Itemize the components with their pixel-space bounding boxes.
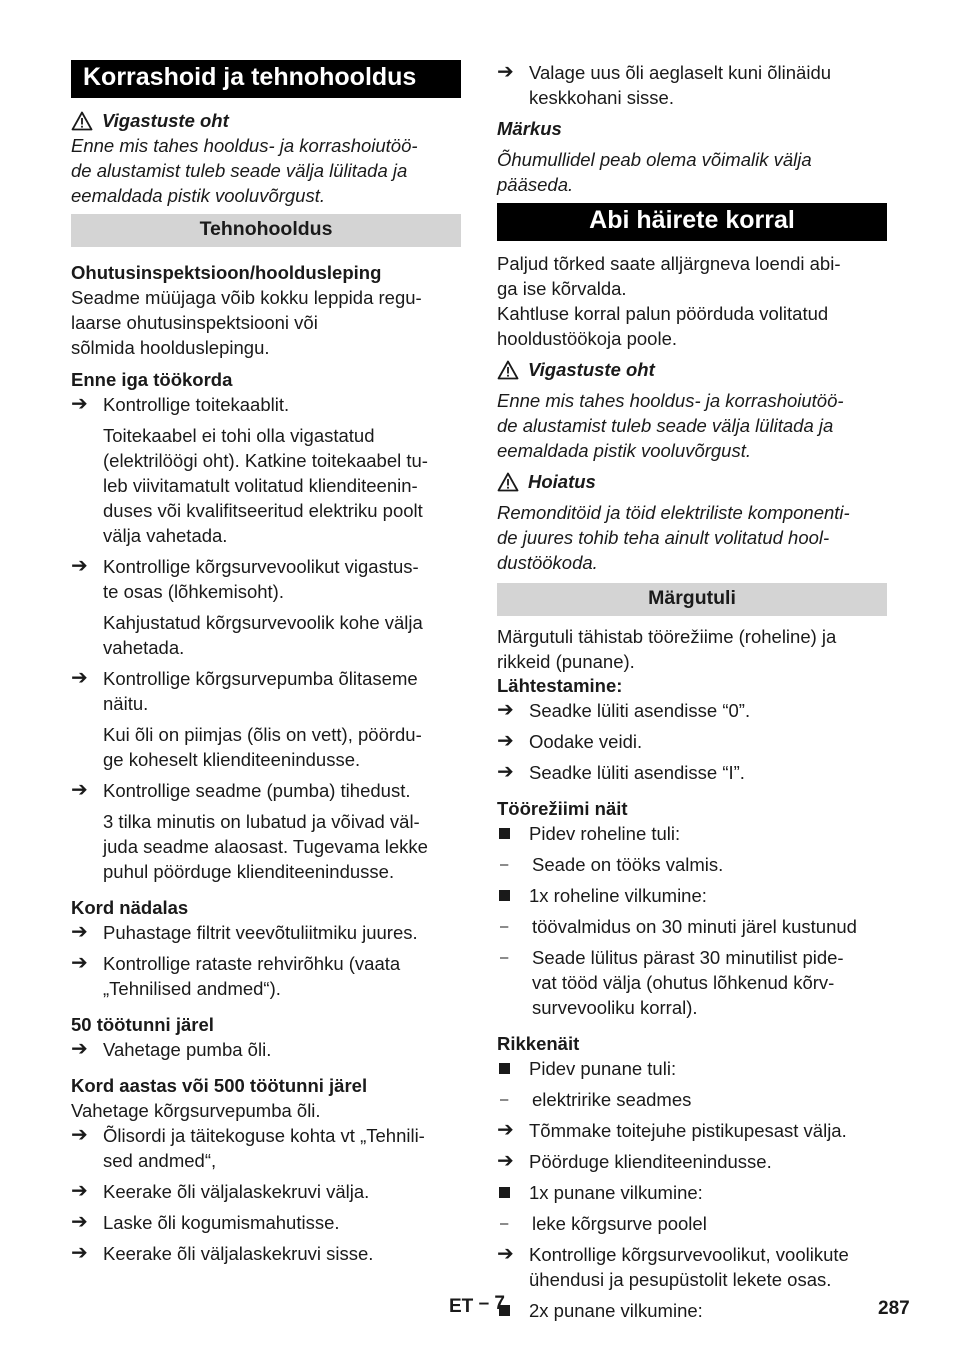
text-line: Kontrollige rataste rehvirõhku (vaata <box>103 953 401 974</box>
list-item-text: leke kõrgsurve poolel <box>532 1213 707 1234</box>
list-item-text: Vahetage pumba õli. <box>103 1039 272 1060</box>
text-line: eemaldada pistik vooluvõrgust. <box>71 185 326 206</box>
text-line: Seadme müüjaga võib kokku leppida regu- <box>71 287 422 308</box>
subsection-margutuli: Märgutuli <box>497 583 887 616</box>
list-item-text <box>103 554 419 604</box>
list-item <box>497 945 887 1020</box>
arrow-icon: ➔ <box>71 1038 88 1060</box>
arrow-icon: ➔ <box>71 779 88 801</box>
list-item-text: Puhastage filtrit veevõtuliitmiku juures. <box>103 922 418 943</box>
arrow-icon: ➔ <box>71 1180 88 1202</box>
text-line: Kui õli on piimjas (õlis on vett), pöördu- <box>103 724 422 745</box>
list-item-continuation <box>71 610 461 660</box>
list-item-text: Kontrollige toitekaablit. <box>103 394 290 415</box>
arrow-icon: ➔ <box>497 761 514 783</box>
paragraph-aastas: Vahetage kõrgsurvepumba õli. <box>71 1100 321 1121</box>
text-line: pääseda. <box>497 174 574 195</box>
section-title-maintenance: Korrashoid ja tehnohooldus <box>71 60 461 98</box>
heading-ohutus: Ohutusinspektsioon/hooldusleping <box>71 262 382 283</box>
text-line: Märgutuli tähistab töörežiime (roheline) ja <box>497 626 837 647</box>
list-item-text: Kontrollige seadme (pumba) tihedust. <box>103 780 411 801</box>
square-bullet-icon <box>499 1063 510 1074</box>
heading-lahtestamine: Lähtestamine: <box>497 675 623 696</box>
text-line: välja vahetada. <box>103 525 228 546</box>
text-line: näitu. <box>103 693 149 714</box>
text-line: Valage uus õli aeglaselt kuni õlinäidu <box>529 62 832 83</box>
dash-bullet-icon: – <box>500 1215 509 1232</box>
text-line: de juures tohib teha ainult volitatud hool- <box>497 527 830 548</box>
arrow-icon: ➔ <box>71 667 88 689</box>
list-item-text: Pöörduge klienditeenindusse. <box>529 1151 772 1172</box>
heading-kord-nadalas: Kord nädalas <box>71 897 189 918</box>
list-item-continuation <box>71 722 461 772</box>
list-item-text: Pidev punane tuli: <box>529 1058 677 1079</box>
list-item <box>497 1118 887 1143</box>
square-bullet-icon <box>499 890 510 901</box>
list-item <box>71 554 461 604</box>
list-item-text: Keerake õli väljalaskekruvi sisse. <box>103 1243 374 1264</box>
list-item <box>71 1037 461 1062</box>
list-item <box>497 1056 887 1081</box>
list-item <box>71 1179 461 1204</box>
text-line: Enne mis tahes hooldus- ja korrashoiutöö- <box>71 135 418 156</box>
text-line: survevooliku korral). <box>532 997 698 1018</box>
list-item <box>497 1087 887 1112</box>
list-item <box>497 852 887 877</box>
list-item-text <box>529 1242 849 1292</box>
text-line: Kontrollige kõrgsurvepumba õlitaseme <box>103 668 418 689</box>
arrow-icon: ➔ <box>497 61 514 83</box>
text-line: ga ise kõrvalda. <box>497 278 627 299</box>
list-item <box>71 920 461 945</box>
paragraph-margutuli <box>497 624 887 674</box>
list-item-text: Oodake veidi. <box>529 731 643 752</box>
text-line: Remonditöid ja töid elektriliste komponenti- <box>497 502 850 523</box>
text-line: Paljud tõrked saate alljärgneva loendi abi- <box>497 253 841 274</box>
text-line: vahetada. <box>103 637 185 658</box>
subsection-tehnohooldus: Tehnohooldus <box>71 214 461 247</box>
list-item-text: Keerake õli väljalaskekruvi välja. <box>103 1181 370 1202</box>
list-item <box>497 698 887 723</box>
note-text <box>497 147 887 197</box>
text-line: laarse ohutusinspektsiooni või <box>71 312 318 333</box>
heading-enne-iga: Enne iga töökorda <box>71 369 233 390</box>
arrow-icon: ➔ <box>497 699 514 721</box>
warning-triangle-icon <box>497 472 519 492</box>
text-line: Kahtluse korral palun pöörduda volitatud <box>497 303 829 324</box>
warning-text <box>497 388 887 463</box>
list-item-text: Pidev roheline tuli: <box>529 823 681 844</box>
list-item-text: 2x punane vilkumine: <box>529 1300 703 1321</box>
text-line: ühendusi ja pesupüstolit lekete osas. <box>529 1269 832 1290</box>
list-item-text: Seadke lüliti asendisse “I”. <box>529 762 745 783</box>
list-item-text <box>529 60 831 110</box>
text-line: eemaldada pistik vooluvõrgust. <box>497 440 752 461</box>
caution-label: Hoiatus <box>528 471 596 492</box>
section-title-troubleshooting: Abi häirete korral <box>497 203 887 241</box>
arrow-icon: ➔ <box>71 393 88 415</box>
list-item-text <box>103 666 418 716</box>
page-number: 287 <box>878 1298 910 1319</box>
arrow-icon: ➔ <box>71 1124 88 1146</box>
list-item-text <box>103 1123 425 1173</box>
heading-kord-aastas: Kord aastas või 500 töötunni järel <box>71 1075 368 1096</box>
heading-toorezhiim: Töörežiimi näit <box>497 798 628 819</box>
arrow-icon: ➔ <box>497 1243 514 1265</box>
text-line: sed andmed“, <box>103 1150 217 1171</box>
caution-text <box>497 500 887 575</box>
list-item-text: 1x roheline vilkumine: <box>529 885 707 906</box>
text-line: rikkeid (punane). <box>497 651 635 672</box>
text-line: dustöökoda. <box>497 552 598 573</box>
list-item <box>497 1298 887 1323</box>
list-item-text: 1x punane vilkumine: <box>529 1182 703 1203</box>
arrow-icon: ➔ <box>71 952 88 974</box>
arrow-icon: ➔ <box>71 555 88 577</box>
text-line: de alustamist tuleb seade välja lülitada ja <box>497 415 834 436</box>
heading-50-tunni: 50 töötunni järel <box>71 1014 214 1035</box>
list-item-text <box>532 945 844 1020</box>
text-line: Kontrollige kõrgsurvevoolikut, voolikute <box>529 1244 849 1265</box>
arrow-icon: ➔ <box>497 730 514 752</box>
warning-triangle-icon <box>71 111 93 131</box>
text-line: Kahjustatud kõrgsurvevoolik kohe välja <box>103 612 423 633</box>
paragraph-intro <box>497 251 887 351</box>
text-line: (elektrilöögi oht). Katkine toitekaabel tu- <box>103 450 428 471</box>
warning-text <box>71 133 461 208</box>
warning-heading <box>497 357 887 382</box>
list-item <box>497 1211 887 1236</box>
list-item-continuation <box>71 423 461 548</box>
list-item-text <box>103 951 400 1001</box>
list-item-continuation <box>71 809 461 884</box>
dash-bullet-icon: – <box>500 1091 509 1108</box>
list-item <box>71 666 461 716</box>
footer-language-page <box>449 1293 505 1318</box>
text-line: keskkohani sisse. <box>529 87 674 108</box>
text-line: Enne mis tahes hooldus- ja korrashoiutöö- <box>497 390 844 411</box>
arrow-icon: ➔ <box>497 1119 514 1141</box>
list-item <box>497 914 887 939</box>
list-item-text: töövalmidus on 30 minuti järel kustunud <box>532 916 857 937</box>
list-item <box>497 729 887 754</box>
list-item <box>497 760 887 785</box>
list-item <box>71 1210 461 1235</box>
text-line: Kontrollige kõrgsurvevoolikut vigastus- <box>103 556 419 577</box>
footer-local-page: – 7 <box>478 1293 505 1314</box>
list-item <box>71 951 461 1001</box>
footer-language: ET <box>449 1296 474 1317</box>
text-line: duses või kvalifitseeritud elektriku poolt <box>103 500 423 521</box>
arrow-icon: ➔ <box>71 1211 88 1233</box>
list-item-text: Seade on tööks valmis. <box>532 854 724 875</box>
caution-heading <box>497 469 887 494</box>
text-line: „Tehnilised andmed“). <box>103 978 281 999</box>
text-line: 3 tilka minutis on lubatud ja võivad väl- <box>103 811 420 832</box>
warning-label: Vigastuste oht <box>528 359 655 380</box>
list-item <box>71 1123 461 1173</box>
text-line: te osas (lõhkemisoht). <box>103 581 284 602</box>
paragraph-ohutus <box>71 285 461 360</box>
text-line: Seade lülitus pärast 30 minutilist pide- <box>532 947 844 968</box>
warning-triangle-icon <box>497 360 519 380</box>
text-line: Õhumullidel peab olema võimalik välja <box>497 149 812 170</box>
list-item <box>71 392 461 417</box>
list-item <box>497 883 887 908</box>
list-item-text: Seadke lüliti asendisse “0”. <box>529 700 751 721</box>
dash-bullet-icon: – <box>500 918 509 935</box>
warning-label: Vigastuste oht <box>102 110 229 131</box>
text-line: Toitekaabel ei tohi olla vigastatud <box>103 425 375 446</box>
list-item <box>497 1180 887 1205</box>
list-item <box>71 778 461 803</box>
list-item <box>497 821 887 846</box>
text-line: juda seadme alaosast. Tugevama lekke <box>103 836 428 857</box>
list-item <box>497 1149 887 1174</box>
square-bullet-icon <box>499 1187 510 1198</box>
text-line: hooldustöökoja poole. <box>497 328 678 349</box>
left-column <box>71 60 461 1266</box>
arrow-icon: ➔ <box>71 921 88 943</box>
list-item <box>497 1242 887 1292</box>
text-line: sõlmida hoolduslepingu. <box>71 337 270 358</box>
list-item <box>71 1241 461 1266</box>
right-column <box>497 60 887 1323</box>
dash-bullet-icon: – <box>500 856 509 873</box>
text-line: puhul pöörduge klienditeenindusse. <box>103 861 395 882</box>
dash-bullet-icon: – <box>500 949 509 966</box>
text-line: leb viivitamatult volitatud klienditeenin- <box>103 475 418 496</box>
text-line: Õlisordi ja täitekoguse kohta vt „Tehnili- <box>103 1125 425 1146</box>
text-line: vat tööd välja (ohutus lõhkenud kõrv- <box>532 972 835 993</box>
note-heading: Märkus <box>497 118 562 139</box>
text-line: ge koheselt klienditeenindusse. <box>103 749 361 770</box>
warning-heading <box>71 108 461 133</box>
list-item-text: elektririke seadmes <box>532 1089 692 1110</box>
square-bullet-icon <box>499 828 510 839</box>
arrow-icon: ➔ <box>71 1242 88 1264</box>
list-item-text: Laske õli kogumismahutisse. <box>103 1212 340 1233</box>
text-line: de alustamist tuleb seade välja lülitada ja <box>71 160 408 181</box>
heading-rikkenait: Rikkenäit <box>497 1033 580 1054</box>
arrow-icon: ➔ <box>497 1150 514 1172</box>
list-item-text: Tõmmake toitejuhe pistikupesast välja. <box>529 1120 847 1141</box>
list-item <box>497 60 887 110</box>
